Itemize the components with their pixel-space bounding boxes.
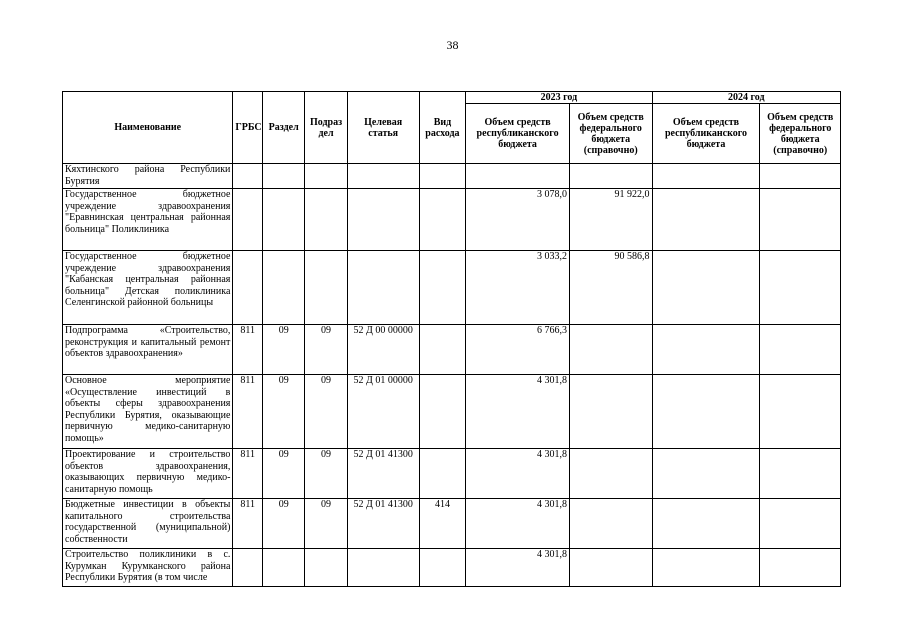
cell-podrazdel: 09	[305, 499, 347, 549]
cell-rep-2024	[652, 499, 760, 549]
cell-podrazdel	[305, 549, 347, 587]
table-row	[63, 251, 841, 325]
cell-fed-2023	[569, 549, 652, 587]
cell-fed-2024	[760, 189, 841, 251]
header-republic-2024: Объем средств республиканского бюджета	[652, 104, 760, 164]
cell-celevaya	[347, 164, 419, 189]
table-row	[63, 449, 841, 499]
cell-grbs	[233, 549, 263, 587]
cell-vid	[419, 449, 466, 499]
cell-vid: 414	[419, 499, 466, 549]
cell-vid	[419, 549, 466, 587]
cell-vid	[419, 375, 466, 449]
cell-rep-2023: 4 301,8	[466, 499, 570, 549]
cell-vid	[419, 164, 466, 189]
cell-rep-2024	[652, 549, 760, 587]
cell-celevaya	[347, 251, 419, 325]
cell-fed-2023	[569, 449, 652, 499]
cell-name: Подпрограмма «Строительство, реконструкция и капитальный ремонт объектов здравоохранения»	[63, 325, 233, 375]
cell-fed-2023: 90 586,8	[569, 251, 652, 325]
cell-fed-2024	[760, 449, 841, 499]
cell-name: Основное мероприятие «Осуществление инвестиций в объекты сферы здравоохранения Республики Бурятия, оказывающие первичную медико-санитарную помощь»	[63, 375, 233, 449]
cell-grbs: 811	[233, 325, 263, 375]
header-grbs: ГРБС	[233, 92, 263, 164]
header-podrazdel: Подраз дел	[305, 92, 347, 164]
cell-fed-2023: 91 922,0	[569, 189, 652, 251]
cell-podrazdel	[305, 164, 347, 189]
cell-celevaya: 52 Д 01 41300	[347, 499, 419, 549]
header-celevaya: Целевая статья	[347, 92, 419, 164]
cell-razdel: 09	[263, 375, 305, 449]
cell-name: Государственное бюджетное учреждение здравоохранения "Еравнинская центральная районная больница" Поликлиника	[63, 189, 233, 251]
table-header	[63, 92, 841, 164]
cell-razdel	[263, 164, 305, 189]
cell-fed-2024	[760, 164, 841, 189]
table-row	[63, 189, 841, 251]
cell-fed-2024	[760, 549, 841, 587]
cell-razdel: 09	[263, 449, 305, 499]
cell-grbs	[233, 189, 263, 251]
cell-rep-2024	[652, 164, 760, 189]
cell-razdel	[263, 251, 305, 325]
cell-name: Строительство поликлиники в с. Курумкан Курумканского района Республики Бурятия (в том числе	[63, 549, 233, 587]
cell-celevaya: 52 Д 01 00000	[347, 375, 419, 449]
cell-podrazdel	[305, 251, 347, 325]
cell-podrazdel: 09	[305, 449, 347, 499]
header-vid: Вид расхода	[419, 92, 466, 164]
cell-rep-2023: 3 033,2	[466, 251, 570, 325]
budget-table	[62, 91, 841, 587]
cell-fed-2023	[569, 164, 652, 189]
cell-fed-2024	[760, 251, 841, 325]
cell-rep-2023: 6 766,3	[466, 325, 570, 375]
cell-celevaya	[347, 189, 419, 251]
cell-fed-2023	[569, 325, 652, 375]
cell-name: Проектирование и строительство объектов здравоохранения, оказывающих первичную медико-санитарную помощь	[63, 449, 233, 499]
cell-rep-2023	[466, 164, 570, 189]
cell-celevaya: 52 Д 01 41300	[347, 449, 419, 499]
cell-rep-2023: 3 078,0	[466, 189, 570, 251]
cell-razdel	[263, 189, 305, 251]
cell-rep-2024	[652, 189, 760, 251]
cell-vid	[419, 189, 466, 251]
cell-fed-2023	[569, 375, 652, 449]
table-row	[63, 325, 841, 375]
header-republic-2023: Объем средств республиканского бюджета	[466, 104, 570, 164]
cell-razdel: 09	[263, 499, 305, 549]
cell-rep-2023: 4 301,8	[466, 375, 570, 449]
cell-celevaya: 52 Д 00 00000	[347, 325, 419, 375]
header-year-2024: 2024 год	[652, 92, 841, 104]
cell-podrazdel	[305, 189, 347, 251]
header-federal-2024: Объем средств федерального бюджета (справочно)	[760, 104, 841, 164]
cell-fed-2024	[760, 499, 841, 549]
header-federal-2023: Объем средств федерального бюджета (справочно)	[569, 104, 652, 164]
cell-grbs: 811	[233, 449, 263, 499]
cell-rep-2024	[652, 375, 760, 449]
cell-grbs: 811	[233, 375, 263, 449]
cell-rep-2024	[652, 251, 760, 325]
cell-vid	[419, 251, 466, 325]
cell-name: Бюджетные инвестиции в объекты капитального строительства государственной (муниципальной) собственности	[63, 499, 233, 549]
table-body	[63, 164, 841, 587]
cell-podrazdel: 09	[305, 375, 347, 449]
cell-rep-2023: 4 301,8	[466, 449, 570, 499]
table-row	[63, 375, 841, 449]
table-row	[63, 164, 841, 189]
cell-fed-2024	[760, 375, 841, 449]
cell-rep-2023: 4 301,8	[466, 549, 570, 587]
cell-celevaya	[347, 549, 419, 587]
header-name: Наименование	[63, 92, 233, 164]
cell-razdel	[263, 549, 305, 587]
cell-fed-2024	[760, 325, 841, 375]
cell-grbs: 811	[233, 499, 263, 549]
cell-name: Государственное бюджетное учреждение здравоохранения "Кабанская центральная районная больница" Детская поликлиника Селенгинской районной больницы	[63, 251, 233, 325]
cell-podrazdel: 09	[305, 325, 347, 375]
table-row	[63, 549, 841, 587]
cell-rep-2024	[652, 449, 760, 499]
cell-grbs	[233, 164, 263, 189]
cell-vid	[419, 325, 466, 375]
cell-fed-2023	[569, 499, 652, 549]
cell-name: Кяхтинского района Республики Бурятия	[63, 164, 233, 189]
header-razdel: Раздел	[263, 92, 305, 164]
cell-razdel: 09	[263, 325, 305, 375]
cell-grbs	[233, 251, 263, 325]
header-year-2023: 2023 год	[466, 92, 652, 104]
cell-rep-2024	[652, 325, 760, 375]
page-number: 38	[446, 38, 459, 52]
table-row	[63, 499, 841, 549]
